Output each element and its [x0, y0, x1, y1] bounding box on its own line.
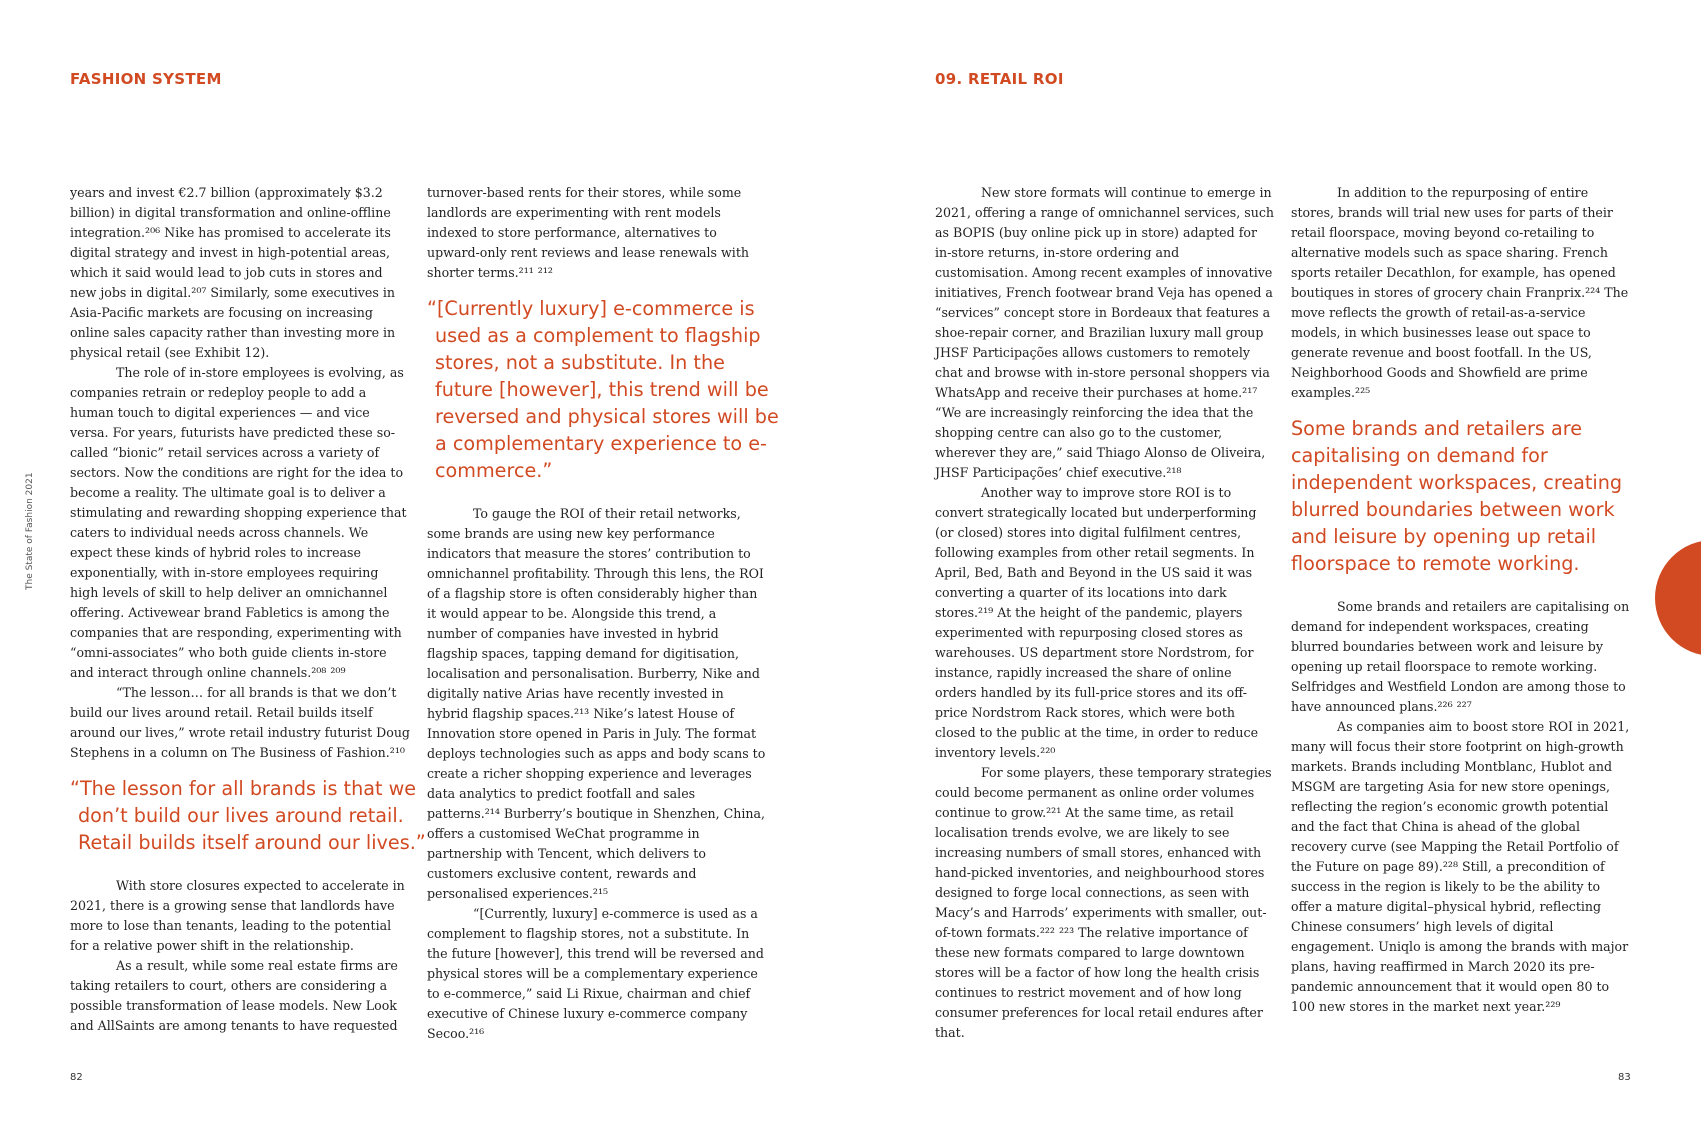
paragraph: The role of in-store employees is evolving, as companies retrain or redeploy people to add a human touch to digital experiences — and vice versa. For years, futurists have predicted these so-called “bionic” retail services across a variety of sectors. Now the conditions are right for the idea to become a reality. The ultimate goal is to deliver a stimulating and rewarding shopping experience that caters to individual needs across channels. We expect these kinds of hybrid roles to increase exponentially, with in-store employees requiring high levels of skill to help deliver an omnichannel offering. Activewear brand Fabletics is among the companies that are responding, experimenting with “omni-associates” who both guide clients in-store and interact through online channels.²⁰⁸ ²⁰⁹: [70, 365, 407, 680]
paragraph: New store formats will continue to emerge in 2021, offering a range of omnichannel services, such as BOPIS (buy online pick up in store) adapted for in-store returns, in-store ordering and customisation. Among recent examples of innovative initiatives, French footwear brand Veja has opened a “services” concept store in Bordeaux that features a shoe-repair corner, and Brazilian luxury mall group JHSF Participações allows customers to remotely chat and browse with in-store personal shoppers via WhatsApp and receive their purchases at home.²¹⁷ “We are increasingly reinforcing the idea that the shopping centre can also go to the customer, wherever they are,” said Thiago Alonso de Oliveira, JHSF Participações’ chief executive.²¹⁸: [935, 185, 1275, 480]
column-4: [1291, 183, 1631, 1017]
pull-quote: Some brands and retailers are capitalising on demand for independent workspaces, creating blurred boundaries between work and leisure by opening up retail floorspace to remote working.: [1291, 417, 1623, 575]
column-1: [70, 183, 426, 1036]
section-title-right: 09. RETAIL ROI: [935, 70, 1064, 88]
paragraph: turnover-based rents for their stores, while some landlords are experimenting with rent models indexed to store performance, alternatives to upward-only rent reviews and lease renewals with shorter terms.²¹¹ ²¹²: [427, 185, 749, 280]
section-title-left: FASHION SYSTEM: [70, 70, 222, 88]
pull-quote: “The lesson for all brands is that we don’t build our lives around retail. Retail builds itself around our lives.”: [70, 777, 426, 854]
paragraph: “[Currently, luxury] e-commerce is used as a complement to flagship stores, not a substitute. In the future [however], this trend will be reversed and physical stores will be a complementary experience to e-commerce,” said Li Rixue, chairman and chief executive of Chinese luxury e-commerce company Secoo.²¹⁶: [427, 906, 764, 1041]
paragraph: In addition to the repurposing of entire stores, brands will trial new uses for parts of their retail floorspace, moving beyond co-retailing to alternative models such as space sharing. French sports retailer Decathlon, for example, has opened boutiques in stores of grocery chain Franprix.²²⁴ The move reflects the growth of retail-as-a-service models, in which businesses lease out space to generate revenue and boost footfall. In the US, Neighborhood Goods and Showfield are prime examples.²²⁵: [1291, 185, 1629, 400]
page-number-right: 83: [1618, 1072, 1631, 1083]
page-number-left: 82: [70, 1072, 83, 1083]
paragraph: With store closures expected to accelerate in 2021, there is a growing sense that landlords have more to lose than tenants, leading to the potential for a relative power shift in the relationship.: [70, 878, 405, 953]
column-2: [427, 183, 779, 1044]
paragraph: To gauge the ROI of their retail networks, some brands are using new key performance indicators that measure the stores’ contribution to omnichannel profitability. Through this lens, the ROI of a flagship store is often considerably higher than it would appear to be. Alongside this trend, a number of companies have invested in hybrid flagship spaces, tapping demand for digitisation, localisation and personalisation. Burberry, Nike and digitally native Arias have recently invested in hybrid flagship spaces.²¹³ Nike’s latest House of Innovation store opened in Paris in July. The format deploys technologies such as apps and body scans to create a richer shopping experience and leverages data analytics to predict footfall and sales patterns.²¹⁴ Burberry’s boutique in Shenzhen, China, offers a customised WeChat programme in partnership with Tencent, which delivers to customers exclusive content, rewards and personalised experiences.²¹⁵: [427, 506, 766, 901]
paragraph: “The lesson… for all brands is that we don’t build our lives around retail. Retail builds itself around our lives,” wrote retail industry futurist Doug Stephens in a column on The Business of Fashion.²¹⁰: [70, 685, 410, 760]
paragraph: As a result, while some real estate firms are taking retailers to court, others are considering a possible transformation of lease models. New Look and AllSaints are among tenants to have requested: [70, 958, 398, 1033]
pull-quote: “[Currently luxury] e-commerce is used as a complement to flagship stores, not a substitute. In the future [however], this trend will be reversed and physical stores will be a complementary experience to e-commerce.”: [427, 297, 779, 482]
paragraph: Some brands and retailers are capitalising on demand for independent workspaces, creating blurred boundaries between work and leisure by opening up retail floorspace to remote working. Selfridges and Westfield London are among those to have announced plans.²²⁶ ²²⁷: [1291, 599, 1630, 714]
column-3: [935, 183, 1275, 1043]
paragraph: As companies aim to boost store ROI in 2021, many will focus their store footprint on high-growth markets. Brands including Montblanc, Hublot and MSGM are targeting Asia for new store openings, reflecting the region’s economic growth potential and the fact that China is ahead of the global recovery curve (see Mapping the Retail Portfolio of the Future on page 89).²²⁸ Still, a precondition of success in the region is likely to be the ability to offer a mature digital–physical hybrid, reflecting Chinese consumers’ high levels of digital engagement. Uniqlo is among the brands with major plans, having reaffirmed in March 2020 its pre-pandemic announcement that it would open 80 to 100 new stores in the market next year.²²⁹: [1291, 719, 1630, 1014]
paragraph: Another way to improve store ROI is to convert strategically located but underperforming (or closed) stores into digital fulfilment centres, following examples from other retail segments. In April, Bed, Bath and Beyond in the US said it was converting a quarter of its locations into dark stores.²¹⁹ At the height of the pandemic, players experimented with repurposing closed stores as warehouses. US department store Nordstrom, for instance, rapidly increased the share of online orders handled by its full-price stores and its off-price Nordstrom Rack stores, which were both closed to the public at the time, in order to reduce inventory levels.²²⁰: [935, 485, 1259, 760]
vertical-publication-label: The State of Fashion 2021: [25, 472, 35, 590]
paragraph: years and invest €2.7 billion (approximately $3.2 billion) in digital transformation and online-offline integration.²⁰⁶ Nike has promised to accelerate its digital strategy and invest in high-potential areas, which it said would lead to job cuts in stores and new jobs in digital.²⁰⁷ Similarly, some executives in Asia-Pacific markets are focusing on increasing online sales capacity rather than investing more in physical retail (see Exhibit 12).: [70, 185, 396, 360]
page-edge-tab: [1655, 540, 1701, 656]
paragraph: For some players, these temporary strategies could become permanent as online order volumes continue to grow.²²¹ At the same time, as retail localisation trends evolve, we are likely to see increasing numbers of small stores, enhanced with hand-picked inventories, and neighbourhood stores designed to forge local connections, as seen with Macy’s and Harrods’ experiments with smaller, out-of-town formats.²²² ²²³ The relative importance of these new formats compared to large downtown stores will be a factor of how long the health crisis continues to restrict movement and of how long consumer preferences for local retail endures after that.: [935, 765, 1272, 1040]
